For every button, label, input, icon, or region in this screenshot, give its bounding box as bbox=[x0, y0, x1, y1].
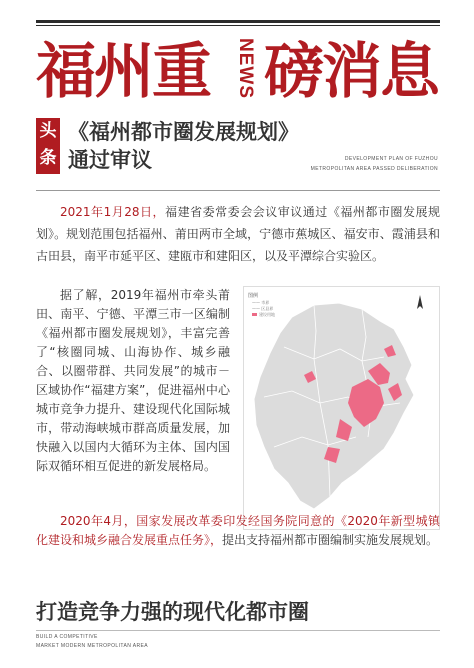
top-rule-thin bbox=[36, 25, 440, 26]
paragraph-3-highlight: 2020年4月，国家发展改革委印发经国务院同意的《2020年新型城镇化建设和城乡融合发展重点任务》， bbox=[36, 514, 440, 547]
map-legend-item: 建设用地 bbox=[259, 312, 275, 317]
section-english bbox=[36, 633, 148, 651]
tag-line-1: 头 bbox=[39, 121, 57, 141]
header-divider bbox=[36, 190, 440, 191]
paragraph-1 bbox=[36, 201, 440, 267]
headline-english bbox=[311, 154, 438, 174]
paragraph-3-text: 提出支持福州都市圈编制实施发展规划。 bbox=[222, 533, 439, 547]
headline-line-2: 通过审议 bbox=[68, 148, 152, 172]
map-land bbox=[254, 303, 414, 509]
paragraph-3 bbox=[36, 512, 440, 550]
top-rule bbox=[36, 20, 440, 23]
headline-line-1: 《福州都市圈发展规划》 bbox=[68, 120, 299, 144]
map-legend-item: —— 区县界 bbox=[252, 306, 274, 311]
map-graphic bbox=[244, 287, 439, 529]
section-divider bbox=[36, 630, 440, 631]
section-english-line-1: BUILD A COMPETITIVE bbox=[36, 634, 98, 640]
headline-english-line-1: DEVELOPMENT PLAN OF FUZHOU bbox=[344, 156, 438, 162]
masthead-right: 磅消息 bbox=[264, 37, 438, 107]
section-title: 打造竞争力强的现代化都市圈 bbox=[36, 600, 309, 624]
map-legend-title: 图例 bbox=[248, 293, 259, 299]
paragraph-2: 据了解，2019年福州市牵头莆田、南平、宁德、平潭三市一区编制《福州都市圈发展规划》，丰富完善了“核圈同城、山海协作、城乡融合、以圈带群、共同发展”的城市－区域协作“福建方案”，促进福州中心城市竞争力提升、建设现代化国际城市，带动海峡城市群高质量发展，加快融入以国内大循环为主体、国内国际双循环相互促进的新发展格局。 bbox=[36, 288, 230, 473]
section-english-line-2: MARKET MODERN METROPOLITAN AREA bbox=[36, 643, 148, 649]
north-arrow-icon bbox=[417, 295, 423, 309]
article-headline bbox=[68, 118, 299, 174]
paragraph-1-date: 2021年1月28日， bbox=[60, 205, 166, 219]
headline-tag bbox=[36, 118, 60, 174]
news-label bbox=[232, 38, 258, 106]
metro-area-map bbox=[243, 286, 440, 530]
map-legend-item: —— 市界 bbox=[252, 300, 270, 305]
headline-english-line-2: METROPOLITAN AREA PASSED DELIBERATION bbox=[310, 166, 438, 172]
paragraph-1-text: 福建省委常委会会议审议通过《福州都市圈发展规划》。规划范围包括福州、莆田两市全域，宁德市蕉城区、福安市、霞浦县和古田县，南平市延平区、建瓯市和建阳区，以及平潭综合实验区。 bbox=[36, 205, 440, 263]
map-legend-swatch bbox=[252, 313, 257, 316]
tag-line-2: 条 bbox=[39, 148, 57, 168]
masthead-left: 福州重 bbox=[36, 37, 210, 107]
news-text: NEWS bbox=[235, 38, 256, 99]
